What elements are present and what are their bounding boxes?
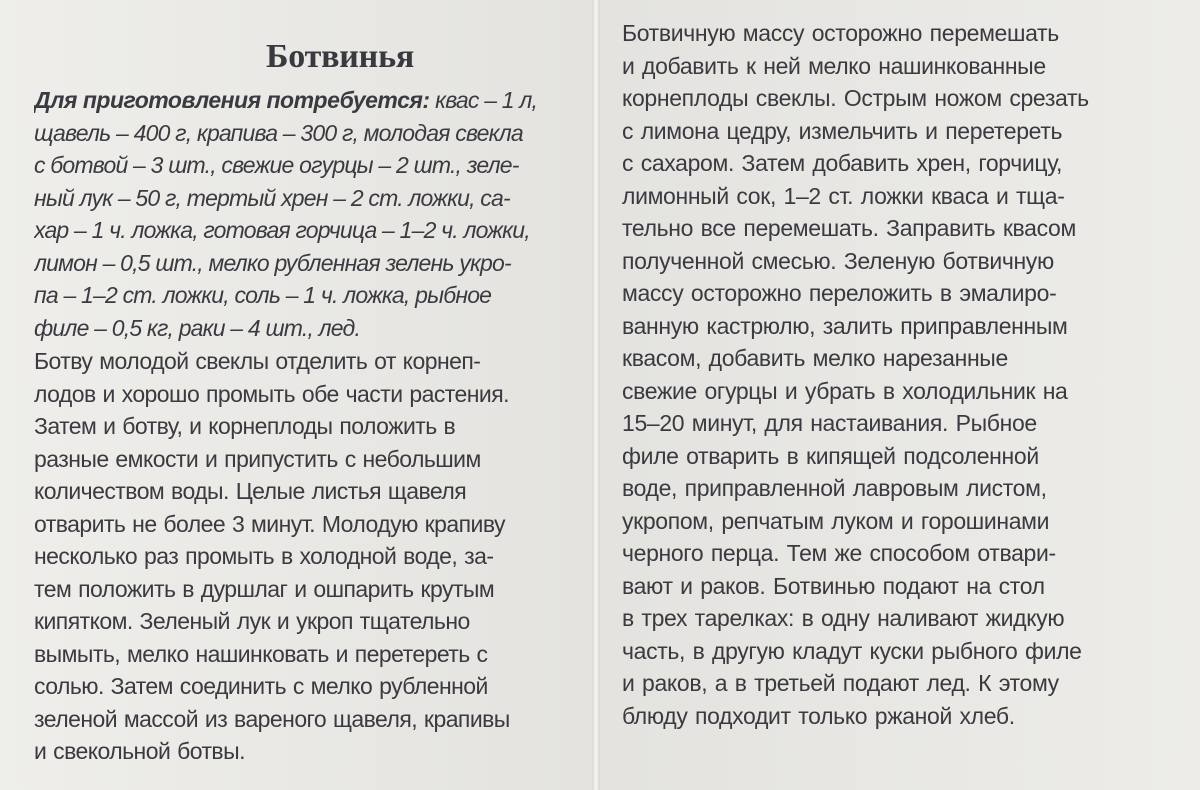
method-line: и раков, а в третьей подают лед. К этому — [622, 670, 1059, 696]
method-line: Затем и ботву, и корнеплоды положить в — [34, 413, 456, 439]
ingredients-line — [34, 84, 537, 117]
method-line: тем положить в дуршлаг и ошпарить крутым — [34, 575, 495, 602]
method-line: полученной смесью. Зеленую ботвичную — [622, 247, 1054, 274]
method-line: кипятком. Зеленый лук и укроп тщательно — [34, 608, 470, 634]
method-line: часть, в другую кладут куски рыбного филе — [622, 637, 1082, 664]
left-method-paragraph — [34, 345, 510, 768]
ingredients-lead: Для приготовления потребуется: — [34, 87, 430, 113]
method-line: лодов и хорошо промыть обе части растения. — [34, 380, 509, 407]
method-line: количеством воды. Целые листья щавеля — [34, 478, 467, 504]
method-line: квасом, добавить мелко нарезанные — [622, 345, 1008, 371]
method-line: вают и раков. Ботвинью подают на стол — [622, 572, 1045, 599]
method-line: Ботвичную массу осторожно перемешать — [622, 20, 1059, 46]
ingredients-line: филе – 0,5 кг, раки – 4 шт., лед. — [34, 314, 361, 341]
method-line: разные емкости и припустить с небольшим — [34, 445, 481, 472]
method-line: вымыть, мелко нашинковать и перетереть с — [34, 640, 488, 667]
method-line: ванную кастрюлю, залить приправленным — [622, 312, 1068, 339]
method-line: отварить не более 3 минут. Молодую крапиву — [34, 510, 505, 537]
ingredients-paragraph — [34, 84, 537, 344]
ingredients-first-line-text: квас – 1 л, — [429, 87, 538, 113]
right-method-paragraph — [622, 17, 1089, 732]
method-line: 15–20 минут, для настаивания. Рыбное — [622, 410, 1037, 436]
method-line: с сахаром. Затем добавить хрен, горчицу, — [622, 150, 1063, 176]
method-line: и добавить к ней мелко нашинкованные — [622, 52, 1046, 79]
method-line: и свекольной ботвы. — [34, 738, 245, 764]
ingredients-line: хар – 1 ч. ложка, готовая горчица – 1–2 ч. ложки, — [34, 217, 530, 243]
column-divider — [592, 0, 600, 790]
method-line: зеленой массой из вареного щавеля, крапивы — [34, 705, 510, 732]
right-column — [622, 0, 1182, 790]
method-line: несколько раз промыть в холодной воде, за- — [34, 543, 494, 569]
ingredients-line: лимон – 0,5 шт., мелко рубленная зелень укро- — [34, 249, 511, 276]
method-line: в трех тарелках: в одну наливают жидкую — [622, 605, 1065, 631]
ingredients-line: с ботвой – 3 шт., свежие огурцы – 2 шт., зеле- — [34, 152, 519, 178]
method-line: массу осторожно переложить в эмалиро- — [622, 280, 1057, 306]
ingredients-line: щавель – 400 г, крапива – 300 г, молодая свекла — [34, 119, 523, 146]
method-line: блюду подходит только ржаной хлеб. — [622, 702, 1015, 729]
method-line: Ботву молодой свеклы отделить от корнеп- — [34, 348, 481, 374]
method-line: лимонный сок, 1–2 ст. ложки кваса и тща- — [622, 182, 1065, 209]
method-line: солью. Затем соединить с мелко рубленной — [34, 673, 488, 699]
recipe-title: Ботвинья — [266, 38, 415, 75]
left-column — [34, 0, 588, 790]
method-line: корнеплоды свеклы. Острым ножом срезать — [622, 85, 1089, 111]
method-line: тельно все перемешать. Заправить квасом — [622, 215, 1076, 241]
method-line: свежие огурцы и убрать в холодильник на — [622, 377, 1068, 404]
ingredients-line: ный лук – 50 г, тертый хрен – 2 ст. ложки, са- — [34, 184, 510, 211]
method-line: филе отварить в кипящей подсоленной — [622, 442, 1039, 469]
ingredients-line: па – 1–2 ст. ложки, соль – 1 ч. ложка, рыбное — [34, 282, 492, 308]
method-line: укропом, репчатым луком и горошинами — [622, 507, 1050, 534]
method-line: с лимона цедру, измельчить и перетереть — [622, 117, 1063, 144]
method-line: воде, приправленной лавровым листом, — [622, 475, 1047, 501]
method-line: черного перца. Тем же способом отвари- — [622, 540, 1056, 566]
